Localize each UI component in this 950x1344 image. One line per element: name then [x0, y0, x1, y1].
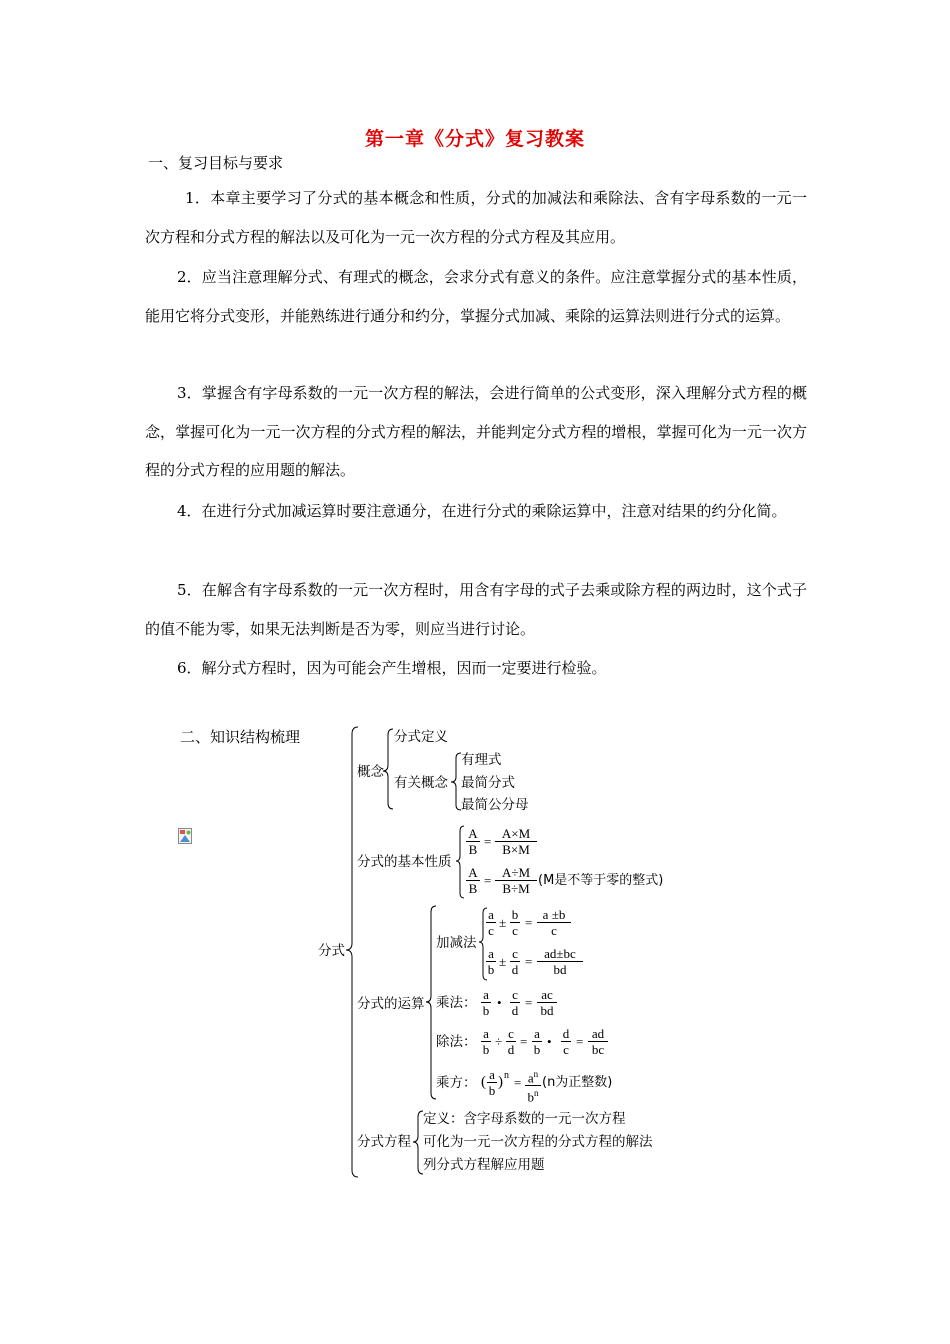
numerator: A×M: [495, 826, 537, 842]
denominator: b: [533, 1042, 541, 1057]
numerator: c: [506, 1026, 516, 1042]
fraction: [532, 1026, 542, 1057]
fraction: [495, 865, 537, 896]
close-paren: ): [498, 1074, 503, 1090]
equation-item: 列分式方程解应用题: [423, 1157, 545, 1173]
paragraph-3-text: 3．掌握含有字母系数的一元一次方程的解法，会进行简单的公式变形，深入理解分式方程的概念，掌握可化为一元一次方程的分式方程的解法，并能判定分式方程的增根，掌握可化为一元一次方程的分式方程的应用题的解法。: [145, 384, 807, 479]
fraction: [510, 946, 520, 977]
dot-sign: •: [547, 1034, 552, 1049]
fraction: [537, 907, 571, 938]
numerator: b: [511, 907, 519, 922]
divide-label: 除法：: [436, 1034, 477, 1050]
numerator: c: [510, 987, 520, 1003]
denominator: d: [511, 962, 519, 977]
equals-sign: =: [484, 834, 492, 849]
fraction: [486, 907, 496, 938]
denominator: d: [511, 1003, 519, 1018]
operations-label: 分式的运算: [357, 996, 425, 1012]
property-note: (M是不等于零的整式): [538, 873, 664, 888]
fraction: [466, 865, 480, 896]
denominator: c: [563, 1042, 569, 1057]
fraction: [486, 946, 496, 977]
denominator: bd: [553, 962, 567, 977]
paragraph-4-text: 4．在进行分式加减运算时要注意通分，在进行分式的乘除运算中，注意对结果的约分化简。: [177, 502, 787, 520]
denominator: bd: [540, 1003, 554, 1018]
equals-sign: =: [514, 1075, 522, 1090]
denominator: [525, 1086, 541, 1104]
plus-minus-sign: ±: [499, 954, 507, 969]
equation-item: 可化为一元一次方程的分式方程的解法: [423, 1134, 653, 1150]
numerator: ad±bc: [537, 946, 583, 962]
denominator: c: [551, 923, 557, 938]
denominator: b: [482, 1003, 490, 1018]
numerator: ac: [537, 987, 557, 1003]
denominator: c: [488, 923, 494, 938]
fraction: [561, 1026, 571, 1057]
related-item: 有理式: [461, 752, 502, 768]
equals-sign: =: [520, 1034, 528, 1049]
denominator: B: [468, 842, 478, 857]
equation-label: 分式方程: [357, 1134, 411, 1150]
numerator: ad: [588, 1026, 608, 1042]
numerator: a: [532, 1026, 542, 1042]
denominator: B: [468, 881, 478, 896]
denominator: b: [487, 962, 495, 977]
fraction: [510, 907, 520, 938]
equation-brace: [413, 1111, 423, 1174]
fraction: [506, 1026, 516, 1057]
paragraph-1-text: 1．本章主要学习了分式的基本概念和性质，分式的加减法和乘除法、含有字母系数的一元一次方程和分式方程的解法以及可化为一元一次方程的分式方程及其应用。: [145, 189, 807, 246]
numerator: a: [481, 1026, 491, 1042]
exponent: n: [504, 1070, 509, 1081]
numerator: a: [486, 946, 496, 962]
root-brace: [346, 727, 358, 1177]
numerator: a ±b: [537, 907, 571, 923]
tree-root-label: 分式: [318, 943, 345, 959]
base: b: [527, 1089, 534, 1105]
related-item: 最简分式: [461, 775, 515, 791]
paragraph-5-text: 5．在解含有字母系数的一元一次方程时，用含有字母的式子去乘或除方程的两边时，这个式子的值不能为零，如果无法判断是否为零，则应当进行讨论。: [145, 581, 807, 638]
denominator: b: [488, 1083, 496, 1098]
paragraph-6-text: 6．解分式方程时，因为可能会产生增根，因而一定要进行检验。: [177, 659, 607, 677]
paragraph-2-text: 2．应当注意理解分式、有理式的概念，会求分式有意义的条件。应注意掌握分式的基本性质，能用它将分式变形，并能熟练进行通分和约分，掌握分式加减、乘除的运算法则进行分式的运算。: [145, 268, 807, 325]
property-brace: [456, 826, 464, 898]
concept-label: 概念: [357, 764, 384, 780]
exponent: n: [534, 1088, 539, 1099]
numerator: a: [487, 1067, 497, 1083]
related-brace: [451, 753, 461, 810]
equation-item: 定义：含字母系数的一元一次方程: [423, 1111, 626, 1127]
equals-sign: =: [525, 995, 533, 1010]
fraction: [481, 987, 491, 1018]
base: a: [527, 1070, 534, 1086]
numerator: a: [481, 987, 491, 1003]
property-label: 分式的基本性质: [357, 854, 452, 870]
related-concepts-label: 有关概念: [394, 775, 448, 791]
numerator: a: [486, 907, 496, 923]
numerator: A: [466, 826, 480, 842]
numerator: A÷M: [495, 865, 537, 881]
denominator: B×M: [502, 842, 530, 857]
open-paren: (: [481, 1074, 486, 1090]
equals-sign: =: [576, 1034, 584, 1049]
concept-brace: [383, 729, 393, 809]
exponent: n: [533, 1069, 539, 1079]
fraction: [537, 946, 583, 977]
multiply-label: 乘法：: [436, 995, 477, 1011]
power-note: (n为正整数): [542, 1075, 613, 1090]
numerator: c: [510, 946, 520, 962]
power-label: 乘方：: [436, 1075, 477, 1091]
equals-sign: =: [525, 915, 533, 930]
numerator: A: [466, 865, 480, 881]
concept-definition: 分式定义: [394, 729, 448, 745]
fraction: [481, 1026, 491, 1057]
related-item: 最简公分母: [461, 797, 529, 813]
divide-sign: ÷: [495, 1034, 503, 1049]
fraction: [510, 987, 520, 1018]
fraction: [495, 826, 537, 857]
equals-sign: =: [525, 954, 533, 969]
section2-heading: 二、知识结构梳理: [180, 728, 301, 746]
fraction: [466, 826, 480, 857]
plus-minus-sign: ±: [499, 915, 507, 930]
denominator: B÷M: [502, 881, 530, 896]
fraction: [588, 1026, 608, 1057]
equals-sign: =: [484, 873, 492, 888]
operations-brace: [426, 906, 436, 1099]
numerator: d: [562, 1026, 570, 1041]
numerator: [525, 1067, 541, 1086]
denominator: bc: [591, 1042, 605, 1057]
fraction: [487, 1067, 497, 1098]
page-title: 第一章《分式》复习教案: [364, 128, 585, 150]
denominator: b: [482, 1042, 490, 1057]
denominator: c: [512, 923, 518, 938]
fraction: [537, 987, 557, 1018]
dot-sign: •: [497, 995, 502, 1010]
denominator: d: [507, 1042, 515, 1057]
section1-heading: 一、复习目标与要求: [148, 154, 284, 172]
add-sub-label: 加减法: [436, 935, 477, 951]
fraction: [525, 1067, 541, 1105]
